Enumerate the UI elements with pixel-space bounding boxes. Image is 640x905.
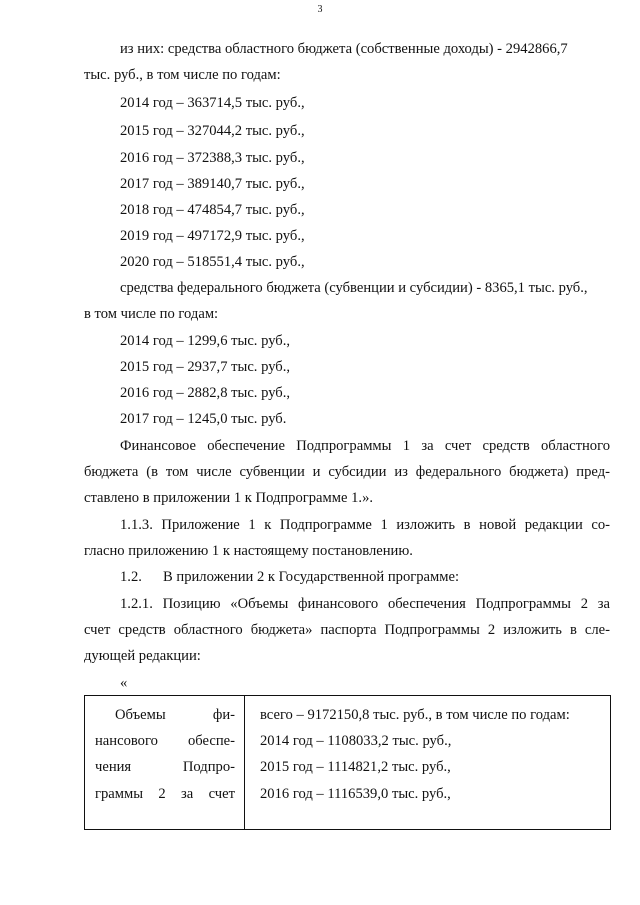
paragraph-regional-line1: из них: средства областного бюджета (собственные доходы) - 2942866,7 [120,41,568,57]
paragraph-121-line2: счет средств областного бюджета» паспорта Подпрограммы 2 изложить в сле- [84,622,610,638]
federal-year-2015: 2015 год – 2937,7 тыс. руб., [120,359,291,375]
regional-year-2017: 2017 год – 389140,7 тыс. руб., [120,176,305,192]
federal-year-2016: 2016 год – 2882,8 тыс. руб., [120,385,291,401]
paragraph-113-line2: гласно приложению 1 к настоящему постановлению. [84,543,413,559]
table-left-line: нансового обеспе- [95,733,235,749]
table-column-divider [244,696,245,829]
federal-year-2017: 2017 год – 1245,0 тыс. руб. [120,411,287,427]
federal-year-2014: 2014 год – 1299,6 тыс. руб., [120,333,291,349]
open-quote: « [120,675,128,691]
table-right-line: всего – 9172150,8 тыс. руб., в том числе по годам: [260,707,570,723]
table-left-line: Объемы фи- [115,707,235,723]
paragraph-113-line1: 1.1.3. Приложение 1 к Подпрограмме 1 изложить в новой редакции со- [120,517,610,533]
paragraph-federal-line1: средства федерального бюджета (субвенции и субсидии) - 8365,1 тыс. руб., [120,280,588,296]
paragraph-12-text: В приложении 2 к Государственной программе: [163,569,459,585]
regional-year-2014: 2014 год – 363714,5 тыс. руб., [120,95,305,111]
page-number: 3 [317,4,323,15]
table-right-line: 2015 год – 1114821,2 тыс. руб., [260,759,451,775]
paragraph-federal-line2: в том числе по годам: [84,306,219,322]
table-right-line: 2016 год – 1116539,0 тыс. руб., [260,786,451,802]
paragraph-121-line3: дующей редакции: [84,648,201,664]
paragraph-121-line1: 1.2.1. Позицию «Объемы финансового обеспечения Подпрограммы 2 за [120,596,610,612]
paragraph-regional-line2: тыс. руб., в том числе по годам: [84,67,281,83]
table-left-line: чения Подпро- [95,759,235,775]
regional-year-2018: 2018 год – 474854,7 тыс. руб., [120,202,305,218]
table-left-line: граммы 2 за счет [95,786,235,802]
paragraph-financing-line1: Финансовое обеспечение Подпрограммы 1 за счет средств областного [120,438,610,454]
paragraph-12-number: 1.2. [120,569,142,585]
regional-year-2020: 2020 год – 518551,4 тыс. руб., [120,254,305,270]
financing-table [84,695,611,830]
table-right-line: 2014 год – 1108033,2 тыс. руб., [260,733,452,749]
regional-year-2015: 2015 год – 327044,2 тыс. руб., [120,123,305,139]
paragraph-financing-line2: бюджета (в том числе субвенции и субсидии из федерального бюджета) пред- [84,464,610,480]
paragraph-financing-line3: ставлено в приложении 1 к Подпрограмме 1.». [84,490,374,506]
regional-year-2016: 2016 год – 372388,3 тыс. руб., [120,150,305,166]
regional-year-2019: 2019 год – 497172,9 тыс. руб., [120,228,305,244]
